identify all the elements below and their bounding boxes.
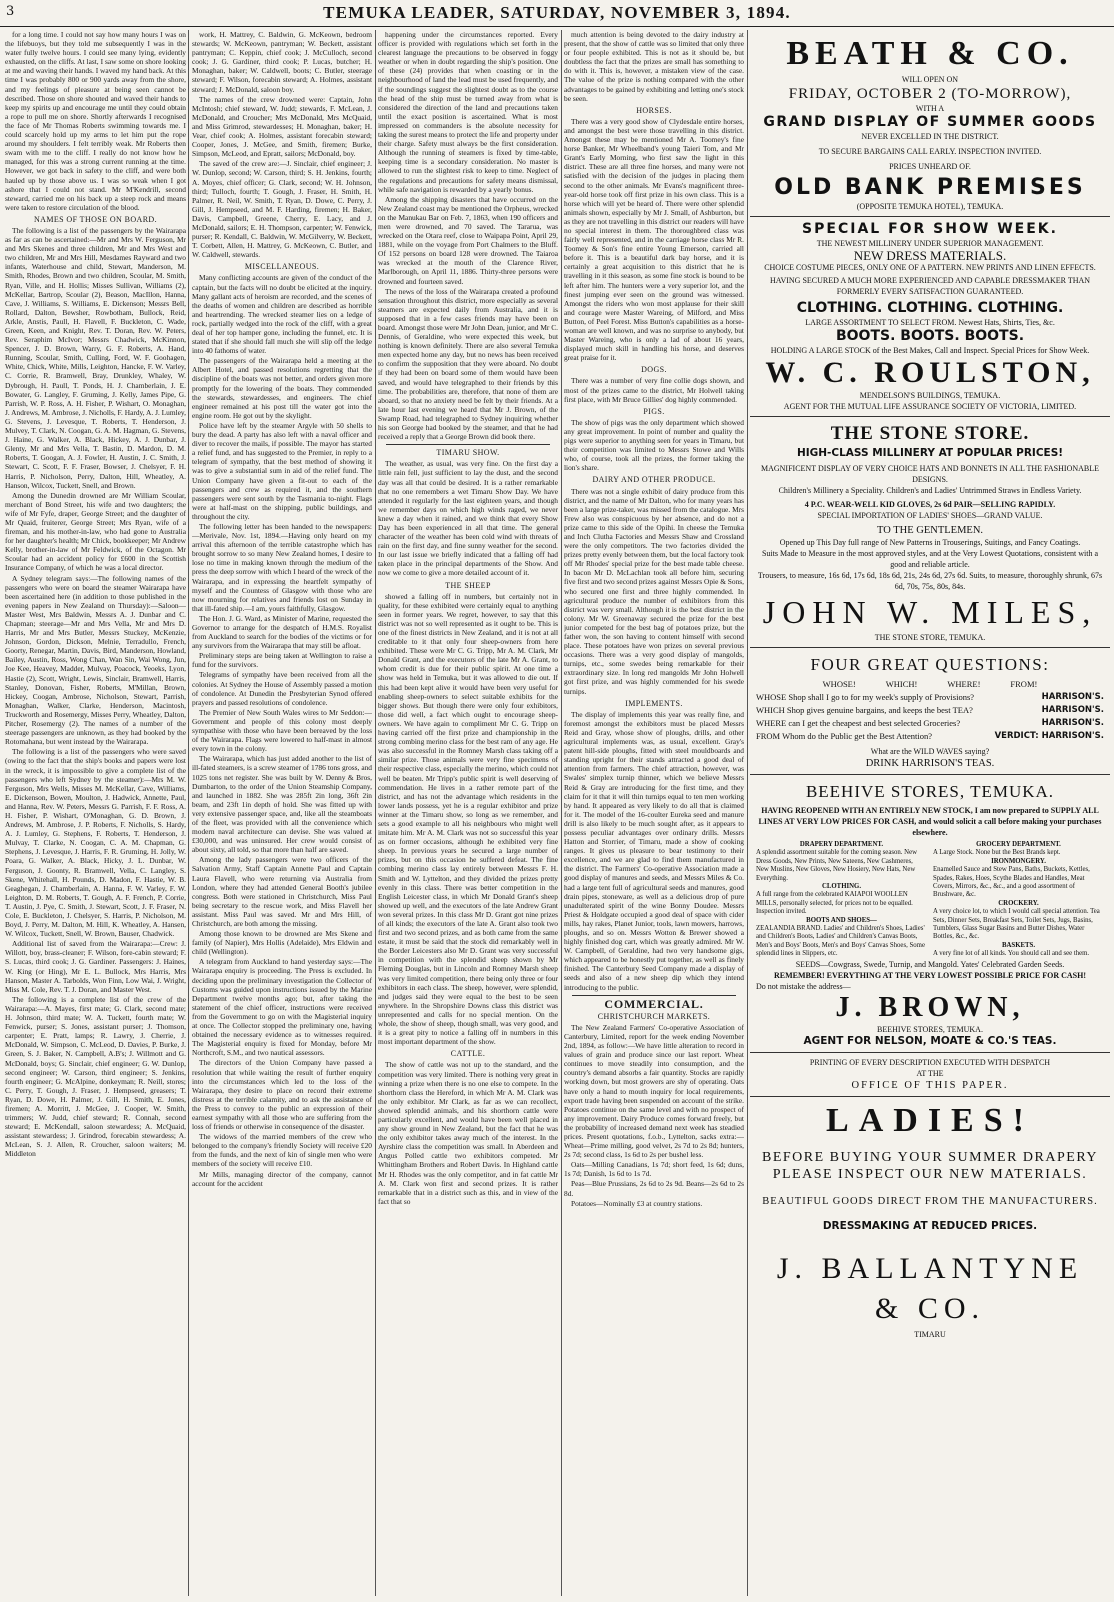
answer-row — [756, 730, 1104, 743]
question-text: FROM Whom do the Public get the Best Attention? — [756, 731, 932, 741]
article-paragraph: The names of the crew drowned were: Captain, John McIntosh; chief steward, W. Judd; stewards, F. McLean, J. McDonald, and Croucher; Mrs McDonald, Mrs McQuaid, and Miss Grimrod, stewardesses; H. Monaghan, baker; H. Vear, chief cook; A. Holmes, assistant forecabin steward; Cooper, Jones, J. McGee, and Smith, firemen; Burke, Simpson, McLeod, and Epratt, sailors; McDonald, boy. — [192, 94, 372, 159]
ad-line: TO SECURE BARGAINS CALL EARLY. INSPECTION INVITED. — [818, 147, 1042, 156]
question-text: WHERE can I get the cheapest and best selected Groceries? — [756, 718, 961, 728]
subsection-heading: CHRISTCHURCH MARKETS. — [597, 1011, 711, 1021]
article-paragraph: The show of pigs was the only department which showed any great improvement. In point of number and quality the pigs were superior to anything seen for years in Timaru, but their competition was limited to Messrs Stowe and Wills who, of course, took all the prizes, the former taking the lion's share. — [564, 417, 744, 473]
subsection-heading: THE SHEEP — [445, 580, 491, 590]
question-text: WHOSE Shop shall I go to for my week's supply of Provisions? — [756, 692, 975, 702]
advertiser-name: J. BALLANTYNE & CO. — [776, 1251, 1084, 1325]
answer-text: HARRISON'S. — [1041, 705, 1104, 715]
ad-line: SPECIAL IMPORTATION OF LADIES' SHOES—GRAND VALUE. — [817, 511, 1043, 520]
article-paragraph: The saved of the crew are:—J. Sinclair, chief engineer; J. W. Dunlop, second; W. Carson, third; S. H. Jenkins, fourth; A. Moyes, chief officer; G. Clark, second; W. H. Johnson, third; Tulloch, fourth; T. Gough, J. Fraser, H. Smith, H. Palmer, R. Neil, W. Smith, T. Ryan, D. Dowe, C. Perry, J. Gill, J. Hempseed, and M. F. Harding, firemen; H. Baker, Davis, Campbell, Greene, Cherry, E. Lacy, and J. McDonald, sailors; E. H. Thompson, carpenter; W. Fenwick, purser; R. Kendall, C. Baldwin, W. McGilverry, W. Beckett, T. Corbett, Allen, H. Mattrey, G. McKeown, C. Butler, and W. Caldwell, stewards. — [192, 159, 372, 260]
ad-line: (OPPOSITE TEMUKA HOTEL), TEMUKA. — [856, 202, 1004, 211]
article-paragraph: A Sydney telegram says:—The following names of the passengers who were on board the steamer Wairarapa have been ascertained here (in addition to those published in the evening papers in New Zealand on Thursday):—Saloon—Master West, Mrs Baldwin, Messrs A. J. Dunbar and C. Chapman; steerage—Mr and Mrs Vella, Mr and Mrs D. Harris, Mr and Mrs Butler, Messrs Stuckey, McKenzie, Johnson, Gordon, Dickson, Melnie, Terradullo, French, Goorty, Renegar, Martin, Davis, Bird, Manderson, Howland, Bailey, Austin, Ross, Wong Chan, Wan Sin, Wai Wong, Jun, Joe Kee, Heavey, Madder, Mulvay, Poacock, Yeoeks, Lyon, Hastie (2), Scott, Wright, Lewis, Sinclair, Bramwell, Harris, Stanley, Donovan, Fisher, Roberts, M'Millan, Brown, Hickey, Coogan, Ambrose, Nicholson, Stewart, Parrish, Monaghan, Walker, Clarke, Henderson, Macintosh, Truckworth and Rosemergy, Misses Perry, Wheatley, Dalton, Pitcher, Rosemergy (2). The names of a number of the steerage passengers are unknown, as they had booked by the Rotomahana, but went instead by the Wairarapa. — [5, 573, 186, 747]
ad-line: PRINTING OF EVERY DESCRIPTION EXECUTED WITH DESPATCH — [809, 1057, 1051, 1067]
ad-line: BOOTS AND SHOES— — [806, 916, 877, 924]
ad-harrison — [750, 648, 1110, 775]
subsection-heading: DOGS. — [641, 365, 667, 375]
ad-line: HAVING REOPENED WITH AN ENTIRELY NEW STOCK, I am now prepared to SUPPLY ALL LINES AT VERY LOW PRICES FOR CASH, and would solicit a call before making your purchases elsewhere. — [758, 806, 1102, 837]
answer-text: HARRISON'S. — [1041, 718, 1104, 728]
ad-line: DRESSMAKING AT REDUCED PRICES. — [822, 1219, 1038, 1232]
column-4 — [564, 30, 744, 1596]
questions-row — [756, 678, 1104, 691]
article-paragraph: Among the lady passengers were two officers of the Salvation Army, Staff Captain Annette Paul and Captain Laura Flavell, who were returning via Australia from London, where they had attended General Booth's jubilee congress. Both were stationed in Christchurch, Miss Paul being secretary to the rescue work, and Miss Flavell her assistant. Miss Paul was saved. Mr and Mrs Hill, of Christchurch, are both among the missing. — [192, 855, 372, 928]
section-heading: COMMERCIAL. — [604, 996, 704, 1011]
ad-line: FRIDAY, OCTOBER 2 (TO-MORROW), — [788, 86, 1072, 102]
ad-line: DRINK HARRISON'S TEAS. — [865, 758, 995, 769]
ad-line: BEFORE BUYING YOUR SUMMER DRAPERY PLEASE INSPECT OUR NEW MATERIALS. — [761, 1149, 1099, 1182]
ad-beath — [750, 30, 1110, 217]
ad-line: WILL OPEN ON — [901, 75, 959, 84]
ad-two-column — [756, 841, 1104, 959]
ad-line: BEEHIVE STORES, TEMUKA. — [877, 1024, 983, 1034]
article-paragraph: much attention is being devoted to the dairy industry at present, that the show of cattle was so limited that only three or four people exhibited. This is not as it should be, but doubtless the fact that the prizes are small has something to do with it. This is, however, a mistaken view of the case. The value of the prize is nothing compared with the other advantages to be gained by exhibiting and letting one's stock be seen. — [564, 30, 744, 103]
advertisements-column — [750, 30, 1110, 1596]
article-paragraph: The Premier of New South Wales wires to Mr Seddon:—Government and people of this colony most deeply sympathise with those who have been bereaved by the loss of the Wairarapa. Flags were lowered to half-mast in almost every town in the colony. — [192, 707, 372, 754]
ad-line: THE NEWEST MILLINERY UNDER SUPERIOR MANAGEMENT. — [816, 239, 1044, 248]
ad-line: AGENT FOR NELSON, MOATE & CO.'S TEAS. — [803, 1034, 1057, 1047]
question-word: FROM! — [1010, 679, 1038, 689]
ad-line: DRAPERY DEPARTMENT. — [799, 841, 884, 848]
ad-line: WITH A — [915, 104, 945, 113]
ad-line: AGENT FOR THE MUTUAL LIFE ASSURANCE SOCIETY OF VICTORIA, LIMITED. — [783, 402, 1077, 411]
article-paragraph: There was not a single exhibit of dairy produce from this district, and the name of Mr Dalton, who for many years has been a large prize-taker, was missed from the catalogue. Mrs Frew also was conspicuous by her absence, and do not a prize came to this side of the Opihi. In cheese the Temuka and Inch Clutha Factories and Messrs Shaw and Crossland were the only competitors. The two factories divided the prizes pretty evenly between them, but the local factory took off Mr Rhodes' special prize for the best made table cheese. In bacon Mr D. McLachlan took all before him, securing five first and two second prizes against Messrs Opie & Sons, who secured one first and three highly commended. In agricultural produce the number of exhibitors from this district was very small. Although it is the best district in the colony. Mr W. Greenaway secured the prize for the best junior competed for the best bag of potatoes prize, but the father won, the son having to content himself with second place. These potatoes have won prizes on several previous occasions. There was a very good display of mangolds, turnips, etc., some swedes being remarkable for their extraordinary size. In long red mangolds Mr John Holwell got first prize, and was highly commended for his swede turnips. — [564, 486, 744, 696]
article-paragraph: Police have left by the steamer Argyle with 50 shells to bury the dead. A party has also left with a naval officer and diver to recover the mails, if possible. The mayor has started a relief fund, and has suggested to the Premier, in reply to a telegram of sympathy, that the best method of showing it was to give a substantial sum in aid of the relief fund. The Union Company have given a fit-out to each of the passengers and crew as required it, and the southern passengers were sent south by the Tasmania to-night. Flags were at half-mast on the shipping, public buildings, and throughout the city. — [192, 420, 372, 521]
ad-line: LADIES! — [826, 1101, 1034, 1139]
ad-line: ZEALANDIA BRAND. Ladies' and Children's Shoes, Ladies' and Children's Boots, Ladies' and Children's Canvas Boots, Men's and Boys' Boots, Men's and Boys' Canvas Shoes, Some splendid lines in Slippers, etc. — [756, 925, 925, 958]
section-heading: MISCELLANEOUS. — [244, 262, 320, 272]
subsection-heading: HORSES. — [636, 105, 672, 115]
ad-line: Enamelled Sauce and Stew Pans, Baths, Buckets, Kettles, Spades, Rakes, Hoes, Scythe Blades and Handles, Meat Covers, Mirrors, &c., &c., and a good assortment of Brushware, &c. — [933, 866, 1090, 899]
article-paragraph: The following is a list of the passengers who were saved (owing to the fact that the ship's books and papers were lost in the wreck, it is impossible to give a complete list of the passengers who left Sydney by the steamer):—Mrs M. W. Ferguson, Mrs Wells, Misses M. McKellar, Cave, Williams, E. Dickenson, Bowen, Moulton, J. Hadwick, Annette, Paul, and Hanna, Rev. W. Peters, Messrs G. Parrish, F. F. Ross, A. H. Fisher, P. Wishart, O'Monaghan, G. D. Brown, J. Andrews, M. Ambrose, J. P. Roberts, F. Nicholls, S. Hardy, A. J. Lumley, G. Stephens, F. Roberts, T. Henderson, J. Mulvay, T. Clarke, N. Coogan, C. A. M. Chapman, G. Stephens, J. Levesque, J. Harris, F. R. Gruming, H. Jolly, W. Poara, G. Walker, A. Black, Hicky, J. L. Dunbar, W. Ferguson, J. Goonty, R. Bramwell, Vella, C. Langley, S. Skene, Whitehall, H. Pounds, D. Madon, F. Hastie, W. B. Geaghegan, J. Chamberlain, A. Hanna, F. W. Varley, F. W. Leighton, D. M. Roberts, T. Gough, A. F. French, P. Corrie, T. Austin, J. Pye, C. Smith, J. Stewart, Scott, J. F. Fraser, N. Cole, E. Buckleton, J. Chelsyer, S. Harris, P. Nicholson, M. Boyd, J. Perry, M. Dalton, M. Hill, K. Wheatley, A. Hansen, W. Wilcox, Tuckett, Snell, W. Brown, Bauser, Chadwick. — [5, 747, 186, 939]
ad-line: Trousers, to measure, 16s 6d, 17s 6d, 18s 6d, 21s, 24s 6d, 27s 6d. Suits, to measure, thoroughly shrunk, 67s 6d, 70s, 75s, 80s, 84s. — [757, 571, 1103, 591]
ad-right-col — [933, 841, 1104, 959]
article-paragraph: The following is a complete list of the crew of the Wairarapa:—A. Mayes, first mate; G. Clark, second mate; H. Johnson, third mate; W. A. Tuckett, fourth mate; W. Fenwick, purser; S. Jones, assistant purser; J. Thomson, carpenter; E. Pratt, lamps; R. Lawry, J. Cherrie, J. McDonald, W. Simpson, C. McLeod, D. Davies, P. Burke, J. Green, S. J. Baker, N. Campbell, A.B's; J. Willmott and G. McDonald, boys; G. Sinclair, chief engineer; G. W. Dunlop, second engineer; W. Carson, third engineer; S. Jenkins, fourth engineer; G. McAlpine, donkeyman; R. Neill, stores; C. Perry, T. Gough, J. Fraser, J. Hempseed, greasers; T. Ryan, D. Dowe, H. Palmer, J. Gill, H. Smith, E. Jones, firemen; A. Morritt, J. McGee, J. Cooper, W. Smith, trimmers; W. Judd, chief steward; R. Connah, second steward; E. McKendall, saloon stewardess; A. McQuaid, assistant stewardess; J. Grindrod, forecabin stewardess; A. McLean, S. J. Allen, R. Croucher, saloon waiters; M. Middleton — [5, 994, 186, 1159]
article-paragraph: Among the shipping disasters that have occurred on the New Zealand coast may be mentioned the Orpheus, wrecked on the Manukau Bar on Feb. 7, 1863, when 190 officers and men were drowned, and 70 saved. The Tararua, was wrecked on the Otara reef, close to Waipapa Point, April 29, 1881, while on the voyage from Port Chalmers to the Bluff. Of 152 persons on board 128 were drowned. The Taiaroa was wrecked at the mouth of the Clarence River, Marlborough, on April 11, 1886. Thirty-three persons were drowned and fourteen saved. — [378, 194, 558, 286]
article-paragraph: A telegram from Auckland to hand yesterday says:—The Wairarapa enquiry is proceeding. The Press is excluded. In deciding upon the preliminary investigation the Collector of Customs was guided upon instructions issued by the Marine Department twelve months ago; but, after taking the statement of the chief officer, instructions were received from the Government to go on with the Magisterial inquiry at once. The Collector stopped the preliminary one, having obtained the necessary evidence as to witnesses required. The Magisterial enquiry is fixed for Monday, before Mr Northcroft, S.M., and two nautical assessors. — [192, 957, 372, 1058]
article-paragraph: The Wairarapa, which has just added another to the list of ill-fated steamers, is a screw steamer of 1786 tons gross, and 1025 tons net register. She was built by W. Denny & Bros, Dumbarton, to the order of the Union Steamship Company, and launched in 1882. She was 285ft 2in long, 36ft 2in beam, and 23ft 1in depth of hold. She was fitted up with very extensive passenger space, and, like all the steamboats of the fleet, was provided with all the convenience which modern naval architecture can devise. She was valued at £30,000, and was uninsured. Her crew would consist of about sixty, all told, so that more than half are saved. — [192, 754, 372, 855]
ad-line: OLD BANK PREMISES — [774, 175, 1086, 200]
article-paragraph: for a long time. I could not say how many hours I was on the lifebuoys, but they told me subsequently I was in the water fully twelve hours. I could see many lying, evidently exhausted, on the cliffs. At last, I saw some on shore looking at me and waving their hands. I waved my hand back. At this time I was probably 800 or 900 yards away from the shore, and my feelings of pleasure at being seen cannot be described. Those on shore shouted and waved their hands to keep my spirits up and encourage me until they could obtain a rope to pull me on shore. Shortly afterwards I recognised the face of Mr Thomas Roberts swimming towards me. I could scarcely hold up my arms to let him put the rope around my shoulders. I felt terribly weak. Mr Roberts then swam with me to the cliff. I really do not know how he managed, for this was a strong current running at the time. However, we got back in safety to the cliff, and were both hauled up by those above us. I was so weak when I got ashore that I could not stand. Mr M'Kendrill, second steward, carried me on his back up a steep rock and means were taken to restore circulation of the blood. — [5, 30, 186, 212]
article-paragraph: There was a very good show of Clydesdale entire horses, and amongst the best were those travelling in this district. Amongst these may be mentioned Mr A. Toomey's fine horse Banker, Mr Wheelband's young Taieri Tom, and Mr Grant's Early Morning, who first saw the light in this district. These are all three fine horses, and many were not satisfied with the decision of the judges in placing them second to the other animals. Mr Evans's magnificent three-year-old horse took off first prize in his own class. This is a horse which will yet be heard of. There were other splendid animals shown, especially by Mr J. Small, of Ashburton, but as they are not travelling in this district our readers will have no special interest in them. The thoroughbred class was fairly well represented, and in the carriage horse class Mr R. Toomey & Son's fine entire Young Emerson, carried all before it. This is a beautiful dark bay horse, and it is certainly a great acquisition to this district that he is travelling in it this season, as some fine stock is bound to be left after him. The hunters were a very superior lot, and the finest jumping ever seen on the ground was witnessed. Amongst the riders who won most applause for their skill and courage were Master Wareing, of Milford, and Miss Button, of Peel Forest. Miss Button's capabilities as a horse-woman are well known, and was no surprise to anybody, but Master Wareing, who is only a lad of about 16 years, displayed much skill in handling his horse, and deserves great praise for it. — [564, 116, 744, 363]
ad-line: GROCERY DEPARTMENT. — [976, 841, 1061, 848]
ad-line: FOUR GREAT QUESTIONS: — [810, 655, 1050, 674]
question-word: WHERE! — [947, 679, 981, 689]
ad-beehive — [750, 775, 1110, 1053]
ad-line: SPECIAL FOR SHOW WEEK. — [802, 221, 1058, 237]
column-rule — [188, 30, 189, 1596]
article-paragraph: The following is a list of the passengers by the Wairarapa as far as can be ascertained:—Mr and Mrs W. Ferguson, Mr and Mrs Skenes and three children, Mr and Mrs West and two children, Mr and Mrs Hill, Mesdames Rayward and two infants, Waterhouse and child, Stewart, Manderson, M. Smith, Rhodes, Brown and two children, Scoular, M. Smith, Ryan, Ville, and H. Hollis; Misses Sullivan, Williams (2), McKellar, Bartrop, Scoular (2), Beason, MacIllon, Hanna, Cave, J. Williams, S. Williams, E. Dickenson; Messrs Bell, Rollard, Dalton, Bewsher, Rowbotham, Bullock, Reid, Arkle, Anstis, Paull, H. Flavell, F. Buckleton, C. Wade, Green, Keen, and Knight, Rev. T. Doran, Rev. W. Peters, Rev. Seraphim McIvor; Messrs Chadwick, McKinnon, Spencer, J. D. Brown, Warry, G. F. Roberts, A. Hand, Running, Scoular, Smith, Culling, Ford, W. F. Goohagen, White, Chick, White, Mills, Leighton, Hancke, F. W. Varley, C. Corrie, R. Bramwell, Bray, Drunkley, Whaley, W. Dybrough, H. Paull, T. Ponds, H. J. Chamberlain, J. E. Bowater, G. Langley, F. Gruming, J. Kelly, James Pipe, G. Parrish, W. P. Ross, A. H. Fisher, P. Wishart, O. Monaghan, J. Andrews, M. Ambrose, J. Nicholls, F. Hardy, A. J. Lumley, G. Stevens, J. Levesque, T. Roberts, T. Henderson, J. Mulvey, T. Clark, N. Coogan, G. A. M. Hagman, G. Stevens, J. Haine, G. Walker, A. Black, Hickey, A. J. Dunbar, J. Glenty, Mr and Mrs Vella, T. Bastin, D. Mardon, D. M. Roberts, T. Googan, A. J. Fowler, H. Austin, J. C. Smith, J. Stewart, C. Scott, F. F. Fraser, Bowser, J. Chelsyer, F. H. Harris, P. Nicholson, Perry, Dalton, Hill, Wheatley, A. Hanson, Wilcox, Tuckett, Snell, and Brown. — [5, 225, 186, 490]
ad-line: A very fine lot of all kinds. You should call and see them. — [933, 950, 1090, 958]
article-paragraph: The display of implements this year was really fine, and foremost amongst the exhibitors must be placed Messrs Reid and Gray, whose show of ploughs, drills, and other agricultural implements was, as usual, excellent. Gray's patent hill-side ploughs, fitted with steel mouldboards and standing upright for their stands attracted a good deal of attention from farmers. The chief attraction, however, was Swales' simplex turnip thinner, which we believe Messrs Reid & Gray are introducing for the first time, and they claim for it that it will thin turnips equal to ten men working by hand. It appeared as very likely to do all that is claimed for it. The model of the 16-coulter Eureka seed and manure drill is also likely to be much sought after, as it appears to possess peculiar advantages over ordinary drills. Messrs Hatton and Storrier, of Timaru, made a show of cooking ranges. It gives us pleasure to bear testimony to their excellence, and we are glad to find them manufactured in the district. The Farmers' Co-operative Association made a good display of manures and seeds, and Messrs Miles & Co. had a large tent full of agricultural seeds and manures, good drain pipes, stoneware, as well as a delicious drop of pure unadulterated spirit of the wine Bonny Doudee. Messrs Priest & Holdgate occupied a good deal of space with cider mills, hay rakes, Planet Junior, tools, lawn mowers, harrows, ploughs, and so on. Messrs Wotton & Brewer showed a highly finished dog cart, which was greatly admired. Mr W. W. Campbell, of Geraldine, had two very handsome gigs, which appeared to be honestly put together, as well as finely finished. The Canterbury Seed Company made a display of seeds and also of a new sheep dip which they intend introducing to the public. — [564, 709, 744, 992]
article-paragraph: The Hon. J. G. Ward, as Minister of Marine, requested the Governor to arrange for the despatch of H.M.S. Royalist from Auckland to search for the bodies of the victims or for any survivors from the Wairarapa that may still be afloat. — [192, 613, 372, 651]
ad-line: SEEDS—Cowgrass, Swede, Turnip, and Mangold. Yates' Celebrated Garden Seeds. — [795, 959, 1065, 969]
section-heading: NAMES OF THOSE ON BOARD. — [33, 214, 158, 224]
advertiser-name: W. C. ROULSTON, — [765, 356, 1095, 389]
article-paragraph: Additional list of saved from the Wairarapa:—Crew: J. Willott, boy, brass-cleaner; F. Wilson, fore-cabin steward; F. S. Lucas, third cook; J. G. Gardiner. Passengers: J. Haines, W. King (or Hing), Mr E. L. Bullock, Mrs Harris, Mrs Hanson, Master A. Tarbolds, Won Finn, Low Wai, J. Wright, Miss M. Cole, Rev. T. J. Doran, and Master West. — [5, 939, 186, 994]
ad-line: THE STONE STORE, TEMUKA. — [874, 633, 986, 642]
article-paragraph: The passengers of the Wairarapa held a meeting at the Albert Hotel, and passed resolutions regretting that the discipline of the boats was not better, and orders given more promptly for the lowering of the boats. They commended the stewards, stewardesses, and engineers. The chief engineer remained at his post till the water got into the engine room. He got out by the skylight. — [192, 356, 372, 420]
article-paragraph: Oats—Milling Canadians, 1s 7d; short feed, 1s 6d; duns, 1s 7d; Danish, 1s 6d to 1s 7d. — [564, 1160, 744, 1179]
ad-line: Do not mistake the address— — [756, 981, 851, 991]
ad-line: A Large Stock. None but the Best Brands kept. — [933, 849, 1061, 857]
column-2 — [192, 30, 372, 1596]
article-paragraph: Many conflicting accounts are given of the conduct of the captain, but the facts will no doubt be elicited at the inquiry. Many gallant acts of heroism are recorded, and the scenes of the deaths of women and children are described as horrible and heartrending. The wrecked steamer lies on a ledge of rock, partially wedged into the rock of the cliff, with a great deal of her top hamper gone, including the funnel, etc. It is stated that if she should fall much she will slip off the ledge into 40 fathoms of water. — [192, 273, 372, 356]
ad-line: IRONMONGERY. — [991, 857, 1046, 865]
ad-line: PRICES UNHEARD OF. — [889, 162, 971, 171]
article-paragraph: The following letter has been handed to the newspapers:—Merivale, Nov. 1st, 1894.—Having only heard on my arrival this afternoon of the terrible catastrophe which has brought sorrow to so many New Zealand homes, I desire to lose no time in making known through the medium of the press the deep sorrow with which I heard of the wreck of the Wairarapa, and in expressing the heartfelt sympathy of myself and the Countess of Glasgow with those who are now mourning for relatives and friends lost on Sunday in that ill-fated ship.—I am, yours faithfully, Glasgow. — [192, 521, 372, 613]
question-text: WHICH Shop gives genuine bargains, and keeps the best TEA? — [756, 705, 973, 715]
ad-ballantyne — [750, 1097, 1110, 1344]
ad-line: What are the WILD WAVES saying? — [870, 747, 990, 756]
ad-line: Suits Made to Measure in the most approved styles, and at the Very Lowest Quotations, consistent with a good and reliable article. — [761, 549, 1099, 569]
article-paragraph: The news of the loss of the Wairarapa created a profound sensation throughout this district, more especially as several steamers are expected daily from Australia, and it is supposed that in a few cases friends may have been on board. Amongst those were Mr John Dean, junior, and Mr C. Dennis, of Geraldine, who were expected this week, but nothing is known definitely. There are also several Temuka men expected home any day, but no news has been received to confirm the supposition that they were aboard. No doubt if they had been on board some of them would have been saved, and would have telegraphed to their friends by this time. The probabilities are, therefore, that none of them are aboard, so that no anxiety need be felt by their friends. At a late hour last evening we heard that Mr J. Brown, of the Swamp Road, had telegraphed to Sydney inquiring whether his son George had booked by the steamer, and that he had received a reply that a George Brown did book there. — [378, 286, 558, 442]
ad-line: CROCKERY. — [998, 899, 1039, 907]
article-paragraph: The show of cattle was not up to the standard, and the competition was very limited. There is nothing very great in winning a prize when there is no one else to compete. In the shorthorn class the Hereford, in which Mr A. M. Clark was the only exhibitor. Mr Clark, as far as we can recollect, showed splendid animals, and his shorthorn cattle were particularly excellent, and would have been well placed in any show ground in New Zealand, but the fact that he was the only exhibitor takes away much of the interest. In the Ayrshire class the competition was small. In Aberdeen and Angus Polled cattle two exhibitors competed. Mr Whittingham Brothers and Robert Davis. In Highland cattle Mr H. Rhodes was the only competitor, and in fat cattle Mr A. M. Clark won first and second prizes. It is rather remarkable that in a district such as this, and in view of the fact that so — [378, 1060, 558, 1206]
ad-line: TO THE GENTLEMEN. — [876, 525, 984, 536]
article-paragraph: Peas—Blue Prussians, 2s 6d to 2s 9d. Beans—2s 6d to 2s 8d. — [564, 1179, 744, 1198]
ad-line: OFFICE OF THIS PAPER. — [851, 1079, 1009, 1091]
answer-text: HARRISON'S. — [1041, 692, 1104, 702]
ad-line: 4 P.C. WEAR-WELL KID GLOVES, 2s 6d PAIR—SELLING RAPIDLY. — [804, 500, 1056, 509]
article-paragraph: showed a falling off in numbers, but certainly not in quality, for these exhibited were certainly equal to anything seen in former years. We regret, however, to say that this district was not so well represented as it ought to be. This is one of the finest districts in New Zealand, and it is not at all creditable to it that only four sheep-owners from here exhibited. These were Mr C. G. Tripp, Mr A. M. Clark, Mr Donald Grant, and the executors of the late Mr A. Grant, to whom credit is due for their public spirit. At one time a show was held in Temuka, but it was allowed to die out. If this had been kept alive it would have been very useful for enabling sheep-owners to select suitable exhibits for the bigger shows. But though there were only four exhibitors, those did well, a fact which ought to encourage sheep-owners. We have again to compliment Mr C. G. Tripp on having carried off the first prize and championship in the strong combing merino class for the best ram of any age. He was also successful in the Romney Marsh class taking off a similar prize. Those animals were very fine specimens of their respective class, especially the merino, which could not well be beaten. Mr Tripp's public spirit is well deserving of commendation. He lives in a rather remote part of the district, and has not the advantage which residents in the lower lands possess, yet he is a regular exhibitor and prize winner at the Timaru show, so long as we remember, and sets a good example to all his neighbours who might well imitate him. Mr A. M. Clark was not so successful this year as on former occasions, although he exhibited very fine sheep. In previous years he secured a large number of prizes, but on this occasion he suffered defeat. The fine combing merino class lay entirely between Messrs F. H. Smith and W. Lyttelton, and they divided the prizes pretty evenly in this class. There was better competition in the English Leicester class, in which Mr Donald Grant's sheep showed up well, and the executors of the late Andrew Grant won several prizes. In this class Mr D. Grant got nine prizes of all kinds; the executors of the late A. Grant also took two first and two second prizes, and as both came from the same estate, it must be said that the stock did remarkably well in the Border Leicesters also Mr D. Grant was very successful in competition with the splendid sheep shown by Mr Fleming Douglas, but in Lincoln and Romney Marsh sheep was very limited competition, there being only three or four exhibitors in each class. The sheep, however, were splendid, and judges said they were equal to the best to be seen anywhere. In the Shropshire Downs class this district was unrepresented and calls for no special mention. On the whole, the show of sheep, though small, was very good, and it is a great pity to notice a falling off in numbers in this most important department of the show. — [378, 591, 558, 1047]
ad-line: NEVER EXCELLED IN THE DISTRICT. — [861, 132, 999, 141]
section-heading: TIMARU SHOW. — [436, 448, 500, 458]
subsection-heading: PIGS. — [643, 406, 665, 416]
ad-line: A very choice lot, to which I would call special attention. Tea Sets, Dinner Sets, Breakfast Sets, Toilet Sets, Jugs, Basins, Tumblers, Glass Sugar Basins and Butter Dishes, Water Bottles, &c., &c. — [933, 908, 1100, 941]
article-paragraph: Potatoes—Nominally £3 at country stations. — [571, 1198, 703, 1208]
ad-line: BEEHIVE STORES, TEMUKA. — [805, 782, 1055, 801]
question-word: WHICH! — [885, 679, 918, 689]
column-1 — [5, 30, 186, 1596]
advertiser-name: JOHN W. MILES, — [762, 594, 1098, 630]
ad-line: AT THE — [916, 1068, 944, 1078]
ad-line: LARGE ASSORTMENT TO SELECT FROM. Newest Hats, Shirts, Ties, &c. — [805, 318, 1055, 327]
ad-stone-store — [750, 417, 1110, 648]
ad-line: A full range from the celebrated KAIAPOI WOOLLEN MILLS, personally selected, for prices not to be equalled. Inspection invited. — [756, 891, 913, 916]
answer-row — [756, 704, 1104, 717]
question-word: WHOSE! — [822, 679, 856, 689]
ad-line: THE STONE STORE. — [830, 423, 1030, 444]
article-paragraph: Mr Mills, managing director of the company, cannot account for the accident — [192, 1169, 372, 1188]
ad-line: Children's Millinery a Speciality. Children's and Ladies' Untrimmed Straws in Endless Variety. — [778, 486, 1082, 495]
ad-line: GRAND DISPLAY OF SUMMER GOODS — [763, 114, 1097, 130]
article-paragraph: work, H. Mattrey, C. Baldwin, G. McKeown, bedroom stewards; W. McKeown, pantryman; W. Beckett, assistant pantryman; C. Keppin, chief cook; J. McCulloch, second cook; J. G. Gardiner, third cook; P. Lucas, butcher; H. Monaghan, baker; W. Caldwell, boots; C. Butler, steerage steward; F. Wilson, forecabin steward; A. Holmes, assistant steward; J. McDonald, saloon boy. — [192, 30, 372, 94]
article-paragraph: happening under the circumstances reported. Every officer is provided with regulations which set forth in the clearest language the precautions to be observed in foggy weather or when in doubt regarding the ship's position. One of these (24) provides that when coasting or in the neighbourhood of land the lead must be used frequently, and if the soundings suggest the slightest doubt as to the course the head of the ship must be turned away from what is considered the direction of the land and precautions taken until the exact position is ascertained. What is most impressed on commanders is the absolute necessity for taking the surest means to protect the life and property under their charge. Safety must always be the first consideration. Although the running of steamers is fixed by time-table, keeping time is a secondary consideration. No master is allowed to run the slightest risk to keep to time. Neglect of the regulations and precautions for safety means dismissal, while safe navigation is rewarded by a yearly bonus. — [378, 30, 558, 194]
column-rule — [375, 30, 376, 1596]
ad-line: CLOTHING. — [821, 883, 862, 891]
subsection-heading: IMPLEMENTS. — [625, 698, 683, 708]
ad-roulston — [750, 217, 1110, 417]
ad-line: BASKETS. — [1001, 941, 1036, 949]
article-paragraph: Among the Dunedin drowned are Mr William Scoular, merchant of Bond Street, his wife and two daughters; the wife of Mr Fyfe, draper, George Street; and the daughter of Mr Quaid, fruiterer, George Street; Mrs Ryan, wife of a fireman, and his mother-in-law, who had gone to Australia for her daughter's health; Mr Chick, bookkeeper; Mr Andrew Kelly, brother-in-law of Mr Feldwick, of the Octagon. Mr Scoular had an accident policy for £600 in the Scottish Insurance Company, of which he was a local director. — [5, 490, 186, 573]
ad-printing — [750, 1053, 1110, 1097]
ad-line: CHOICE COSTUME PIECES, ONLY ONE OF A PATTERN. NEW PRINTS AND LINEN EFFECTS. — [764, 263, 1096, 272]
ad-line: BOOTS. BOOTS. BOOTS. — [835, 328, 1025, 344]
ad-line: HOLDING A LARGE STOCK of the Best Makes, Call and Inspect. Special Prices for Show Week. — [770, 346, 1090, 355]
ad-line: MENDELSON'S BUILDINGS, TEMUKA. — [859, 391, 1001, 400]
article-paragraph: The weather, as usual, was very fine. On the first day a little rain fell, just sufficient to lay the dust, and the second day was all that could be desired. It is a rather remarkable that no one remembers a wet Timaru Show Day. We have attended it regularly for the last eighteen years, and though we remember days on which high winds raged, we never knew a day when it rained, and we think that every Show Day has been experienced in all that time. The general character of the weather has been cold wind with threats of rain on the first day, and fine sunny weather for the second. In our last issue we briefly indicated that a falling off had taken place in the principal departments of the Show. And now we come to give a more detailed account of it. — [378, 459, 558, 578]
article-paragraph: There was a number of very fine collie dogs shown, and most of the prizes came to the district, Mr Holwell taking first place, with Mr Bruce Gillies' dog highly commended. — [564, 376, 744, 404]
ad-line: A splendid assortment suitable for the coming season. New Dress Goods, New Prints, New Sateens, New Cashmeres, New Muslins, New Gloves, New Hosiery, New Hats, New Everything. — [756, 849, 918, 882]
advertiser-name: J. BROWN, — [835, 991, 1025, 1023]
page-number: 3 — [6, 4, 15, 19]
newspaper-title: TEMUKA LEADER, SATURDAY, NOVEMBER 3, 1894. — [323, 3, 791, 22]
ad-line: CLOTHING. CLOTHING. CLOTHING. — [796, 300, 1064, 316]
subsection-heading: DAIRY AND OTHER PRODUCE. — [592, 475, 716, 485]
ad-left-col — [756, 841, 927, 959]
article-paragraph: The directors of the Union Company have passed a resolution that while waiting the result of further enquiry into the circumstances which led to the loss of the Wairarapa, they desire to place on record their extreme distress at the terrible calamity, and to ask the assistance of the Press to convey to the public an expression of their earnest sympathy with all those who are suffering from the loss of friends or otherwise in consequence of the disaster. — [192, 1058, 372, 1132]
article-paragraph: Telegrams of sympathy have been received from all the colonies. At Sydney the House of Assembly passed a motion of condolence. At Dunedin the Presbyterian Synod offered prayers and passed resolutions of condolence. — [192, 670, 372, 707]
answer-row — [756, 717, 1104, 730]
column-3 — [378, 30, 558, 1596]
article-paragraph: The widows of the married members of the crew who belonged to the company's friendly Society will receive £20 from the funds, and the next of kin of single men who were members of the society will receive £10. — [192, 1132, 372, 1169]
divider — [386, 444, 550, 445]
answer-text: VERDICT: HARRISON'S. — [994, 731, 1104, 741]
answer-row — [756, 691, 1104, 704]
advertiser-name: BEATH & CO. — [786, 35, 1074, 72]
ad-line: REMEMBER! EVERYTHING AT THE VERY LOWEST POSSIBLE PRICE FOR CASH! — [773, 970, 1087, 980]
ad-line: MAGNIFICENT DISPLAY OF VERY CHOICE HATS AND BONNETS IN ALL THE FASHIONABLE DESIGNS. — [760, 464, 1100, 484]
ad-line: TIMARU — [914, 1329, 946, 1339]
article-paragraph: The New Zealand Farmers' Co-operative Association of Canterbury, Limited, report for the week ending November 2nd, 1894, as follow:—We have little alteration to record in values of grain and produce since our last report. Wheat continues to move steadily into consumption, and the country's demand absorbs a fair quantity. Stocks are rapidly working down, but most growers are shy of operating. Oats have only a hand to mouth inquiry for local requirements, export trade having been suspended on account of the strike. Potatoes continue on the same level and with no prospect of any improvement. Dairy Produce comes forward freely, but the probability of increased demand next week has steadied prices. Present quotations, f.o.b., Lyttelton, sacks extra:—Wheat—Prime milling, good velvet, 2s 7d to 2s 8d; hunters, 2s 7d; second class, 1s 6d to 2s per bushel less. — [564, 1022, 744, 1160]
divider — [572, 995, 736, 996]
column-rule — [561, 30, 562, 1596]
ad-line: HIGH-CLASS MILLINERY AT POPULAR PRICES! — [796, 447, 1064, 459]
article-paragraph: Among those known to be drowned are Mrs Skene and family (of Napier), Mrs Hollis (Adelaide), Mrs Eldwin and child (Wellington). — [192, 929, 372, 957]
ad-line: BEAUTIFUL GOODS DIRECT FROM THE MANUFACTURERS. — [762, 1195, 1098, 1207]
article-paragraph: Preliminary steps are being taken at Wellington to raise a fund for the survivors. — [192, 651, 372, 670]
ad-line: NEW DRESS MATERIALS. — [853, 248, 1007, 263]
ad-line: HAVING SECURED A MUCH MORE EXPERIENCED AND CAPABLE DRESSMAKER THAN FORMERLY EVERY SATISFACTION GUARANTEED. — [769, 276, 1091, 296]
ad-line: Opened up This Day full range of New Patterns in Trouserings, Suitings, and Fancy Coatings. — [779, 538, 1081, 547]
subsection-heading: CATTLE. — [450, 1049, 486, 1059]
column-rule — [747, 30, 748, 1596]
masthead — [0, 0, 1114, 27]
